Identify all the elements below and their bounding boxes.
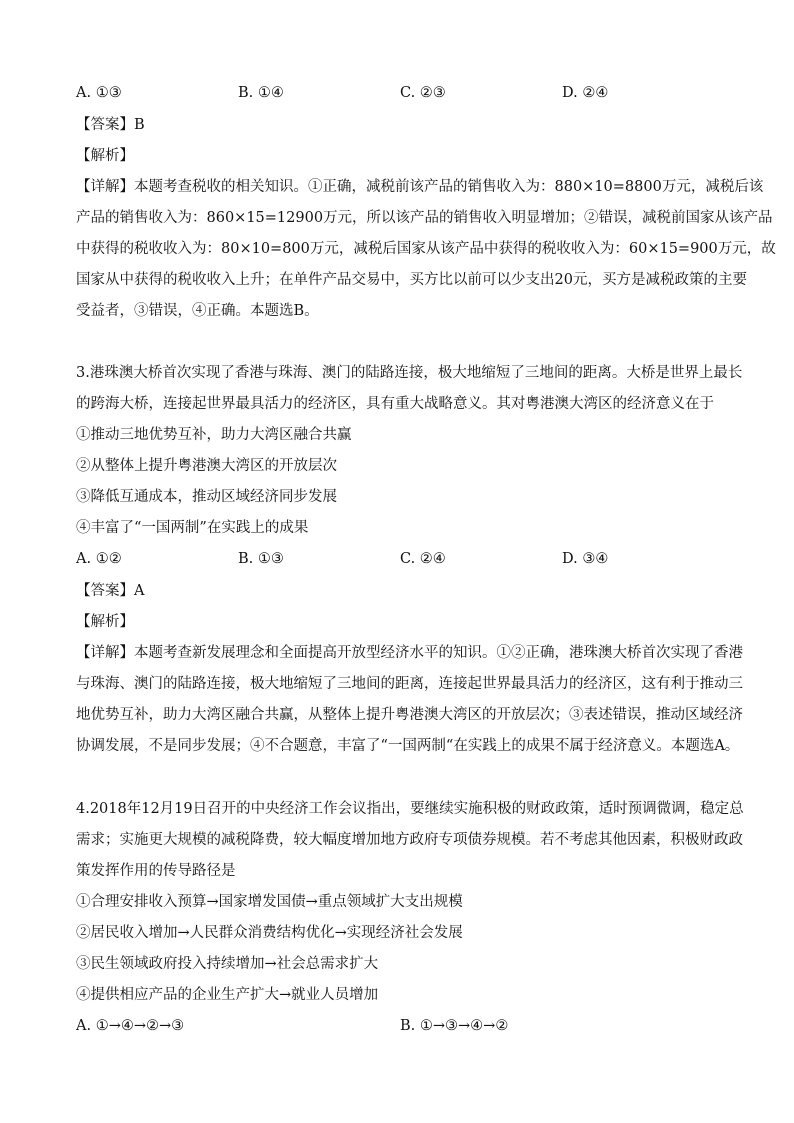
q3-item: ③降低互通成本，推动区域经济同步发展 [76,489,337,505]
q3-detail-line: 协调发展，不是同步发展；④不合题意，丰富了“一国两制“在实践上的成果不属于经济意义。本题选A。 [76,738,740,754]
q4-option-a: A. ①→④→②→③ [76,1018,185,1034]
q3-detail-line: 地优势互补，助力大湾区融合共赢，从整体上提升粤港澳大湾区的开放层次；③表述错误，推动区域经济 [76,707,743,723]
q4-stem-line: 需求；实施更大规模的减税降费，较大幅度增加地方政府专项债券规模。若不考虑其他因素，积极财政政 [76,832,743,848]
q2-option-a: A. ①③ [76,85,122,101]
q3-detail-line: 【详解】本题考查新发展理念和全面提高开放型经济水平的知识。①②正确，港珠澳大桥首次实现了香港 [76,645,743,661]
q3-detail-line: 与珠海、澳门的陆路连接，极大地缩短了三地间的距离，连接起世界最具活力的经济区，这有利于推动三 [76,676,743,692]
q3-answer: 【答案】A [76,583,145,599]
q2-analysis-label: 【解析】 [76,148,134,164]
q2-option-c: C. ②③ [400,85,446,101]
q2-option-d: D. ②④ [562,85,609,101]
q2-detail-line: 中获得的税收收入为：80×10=800万元，减税后国家从该产品中获得的税收收入为：60×15=900万元，故 [76,241,776,257]
q4-item: ①合理安排收入预算→国家增发国债→重点领域扩大支出规模 [76,894,463,910]
q2-detail-line: 国家从中获得的税收收入上升；在单件产品交易中，买方比以前可以少支出20元，买方是减税政策的主要 [76,272,747,288]
q2-option-b: B. ①④ [238,85,284,101]
q2-detail-line: 产品的销售收入为：860×15=12900万元，所以该产品的销售收入明显增加；②错误，减税前国家从该产品 [76,210,773,226]
q3-stem-line: 3.港珠澳大桥首次实现了香港与珠海、澳门的陆路连接，极大地缩短了三地间的距离。大桥是世界上最长 [76,365,743,381]
q2-detail-line: 【详解】本题考查税收的相关知识。①正确，减税前该产品的销售收入为：880×10=8800万元，减税后该 [76,179,764,195]
q4-item: ②居民收入增加→人民群众消费结构优化→实现经济社会发展 [76,925,463,941]
q3-item: ①推动三地优势互补，助力大湾区融合共赢 [76,427,352,443]
q3-analysis-label: 【解析】 [76,614,134,630]
q4-option-b: B. ①→③→④→② [400,1018,509,1034]
q3-option-d: D. ③④ [562,551,609,567]
q4-stem-line: 4.2018年12月19日召开的中央经济工作会议指出，要继续实施积极的财政政策，适时预调微调，稳定总 [76,801,744,817]
q2-detail-line: 受益者，③错误，④正确。本题选B。 [76,303,319,319]
q4-item: ④提供相应产品的企业生产扩大→就业人员增加 [76,987,379,1003]
q3-item: ④丰富了“一国两制”在实践上的成果 [76,520,309,536]
q3-item: ②从整体上提升粤港澳大湾区的开放层次 [76,458,337,474]
q3-stem-line: 的跨海大桥，连接起世界最具活力的经济区，具有重大战略意义。其对粤港澳大湾区的经济意义在于 [76,396,714,412]
q3-option-a: A. ①② [76,551,122,567]
q3-option-b: B. ①③ [238,551,284,567]
q2-answer: 【答案】B [76,117,145,133]
q3-option-c: C. ②④ [400,551,446,567]
q4-stem-line: 策发挥作用的传导路径是 [76,863,236,879]
q4-item: ③民生领域政府投入持续增加→社会总需求扩大 [76,956,379,972]
